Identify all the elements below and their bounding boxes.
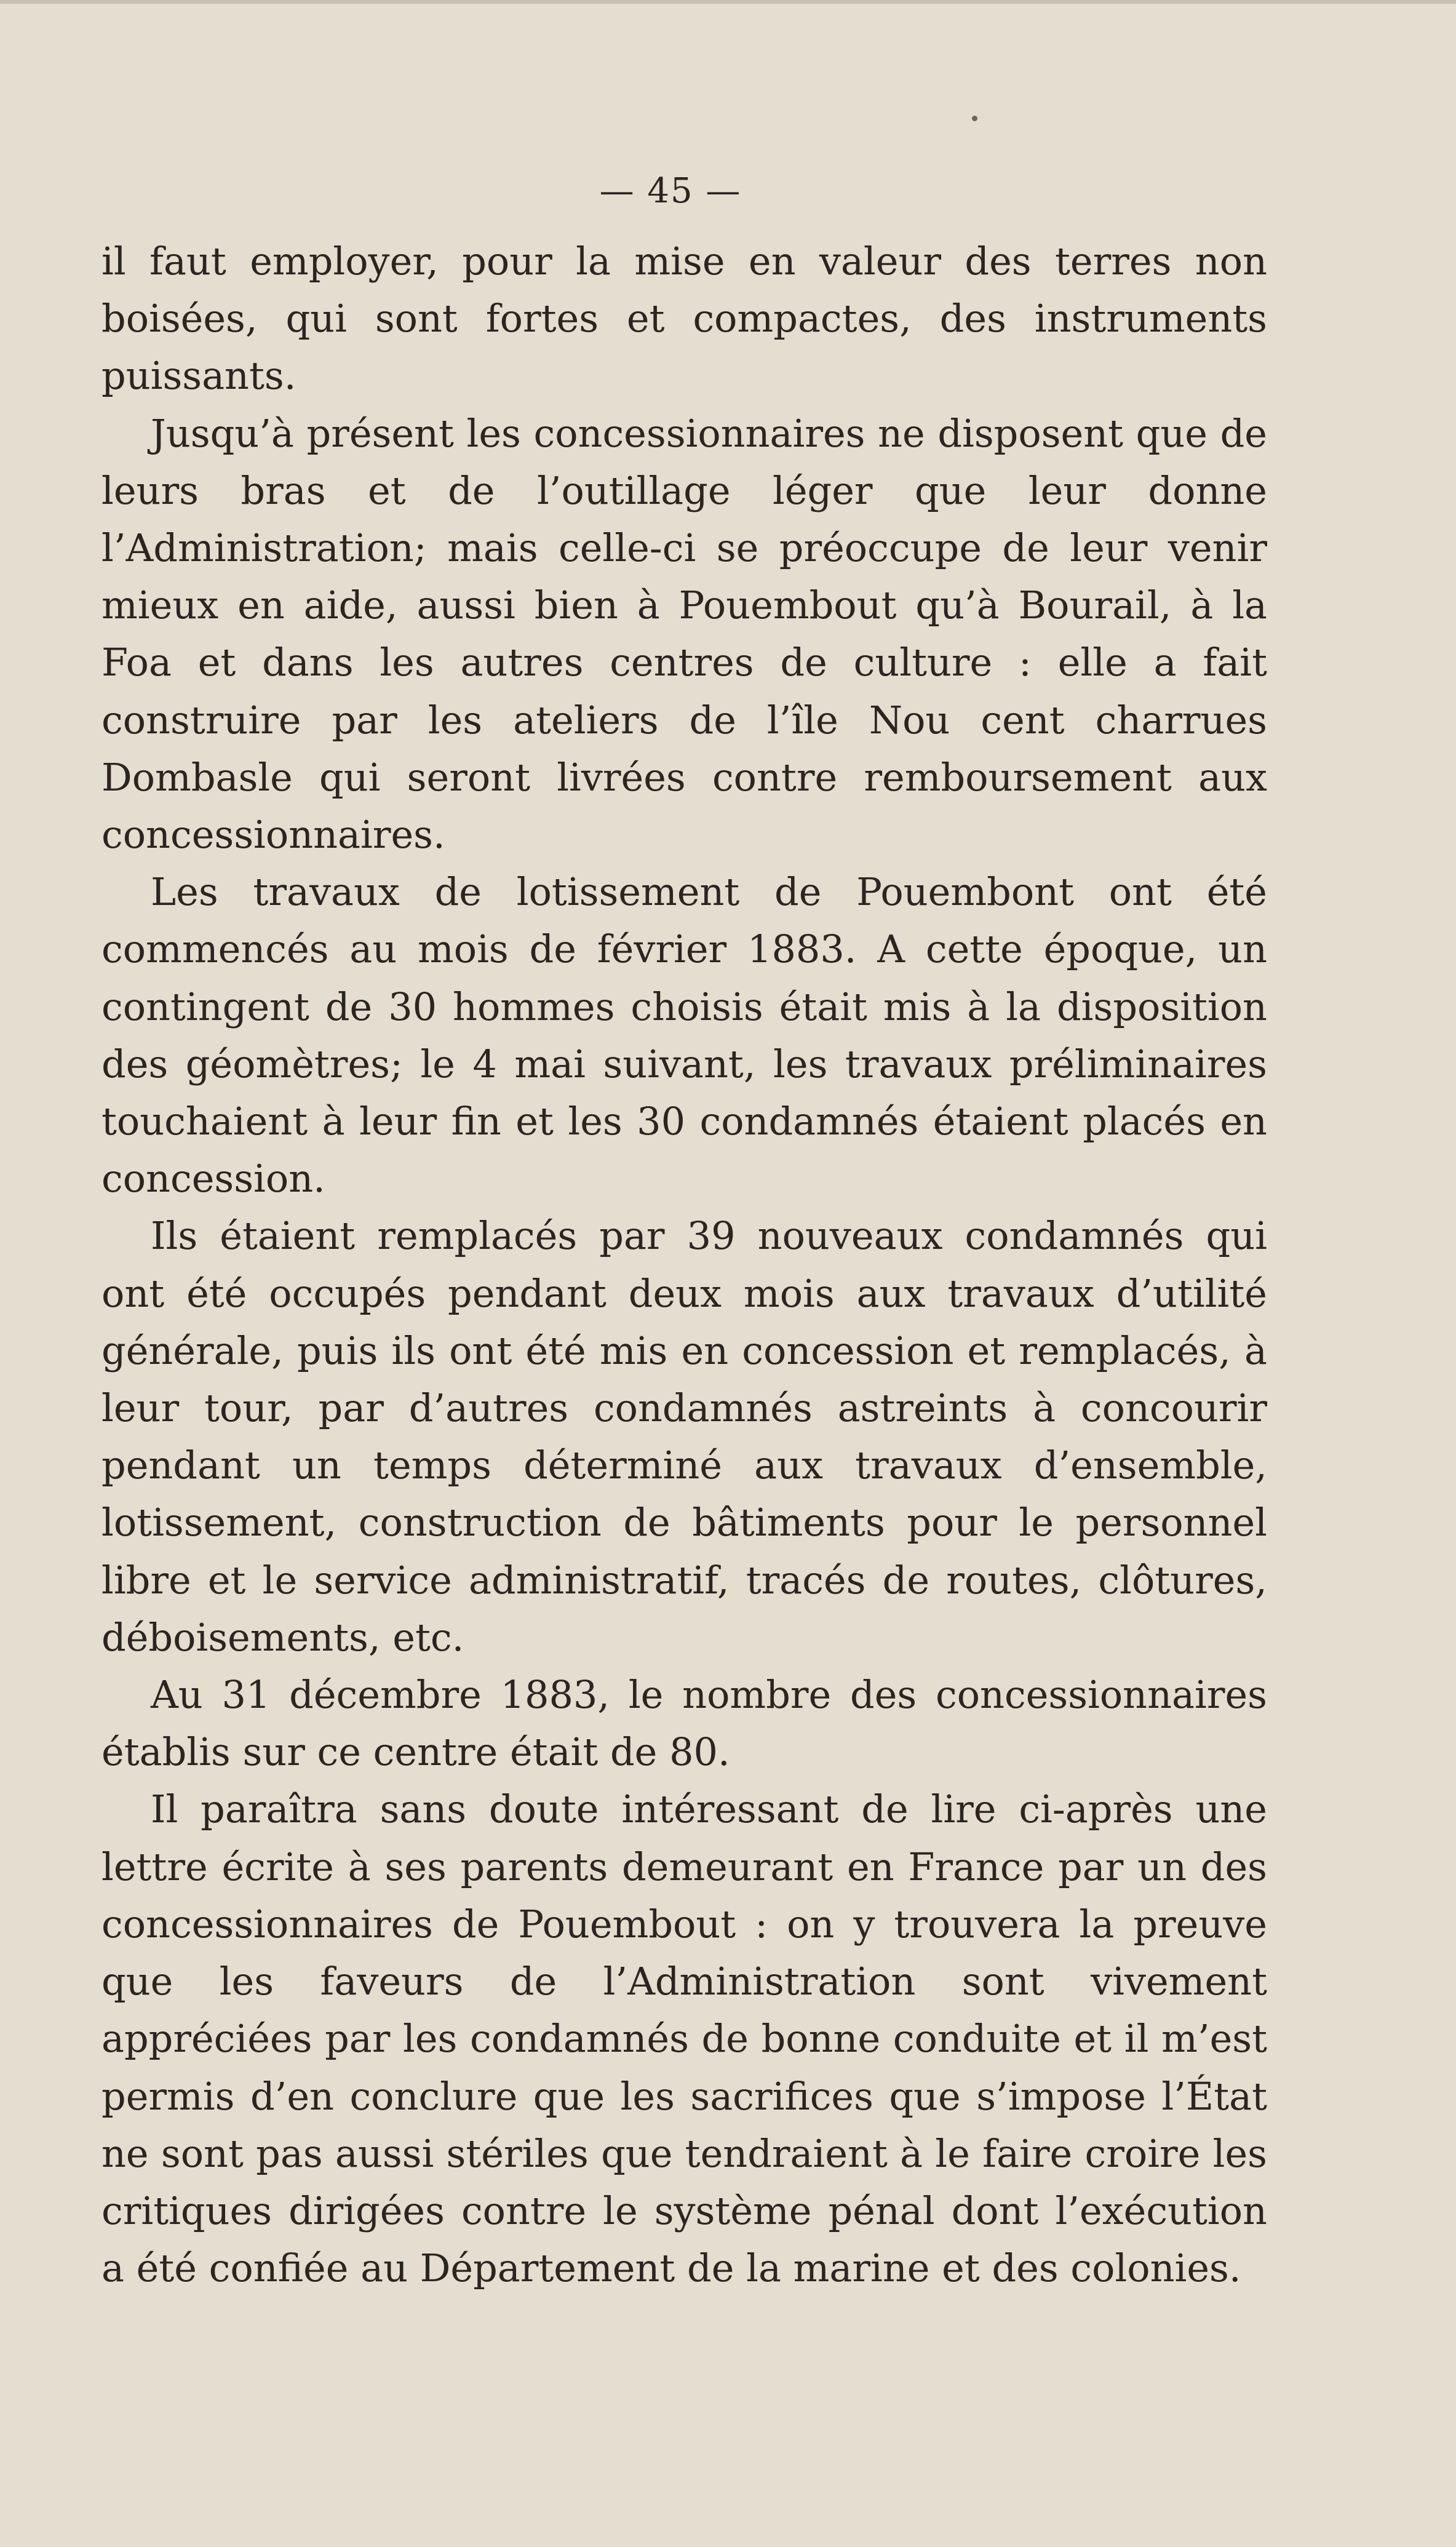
paragraph-3: Les travaux de lotissement de Pouembont ont été commencés au mois de février 1883. A cette époque, un contingent de 30 hommes choisis était mis à la disposition des géomètres; le 4 mai suivant, les travaux préliminaires touchaient à leur fin et les 30 condamnés étaient placés en concession. [101,869,1267,1202]
page-top-edge [0,0,1456,4]
body-text [101,233,1267,2297]
page-number: — 45 — [599,171,742,211]
paragraph-6: Il paraîtra sans doute intéressant de lire ci-après une lettre écrite à ses parents demeurant en France par un des concessionnaires de Pouembout : on y trouvera la preuve que les faveurs de l’Administration sont vivement appréciées par les condamnés de bonne conduite et il m’est permis d’en conclure que les sacrifices que s’impose l’État ne sont pas aussi stériles que tendraient à le faire croire les critiques dirigées contre le système pénal dont l’exécution a été confiée au Département de la marine et des colonies. [101,1787,1267,2291]
paragraph-4: Ils étaient remplacés par 39 nouveaux condamnés qui ont été occupés pendant deux mois aux travaux d’utilité générale, puis ils ont été mis en concession et remplacés, à leur tour, par d’autres condamnés astreints à concourir pendant un temps déterminé aux travaux d’ensemble, lotissement, construction de bâtiments pour le personnel libre et le service administratif, tracés de routes, clôtures, déboisements, etc. [101,1213,1267,1660]
paragraph-5: Au 31 décembre 1883, le nombre des concessionnaires établis sur ce centre était de 80. [101,1672,1267,1775]
paragraph-2: Jusqu’à présent les concessionnaires ne disposent que de leurs bras et de l’outillage léger que leur donne l’Administration; mais celle-ci se préoccupe de leur venir mieux en aide, aussi bien à Pouembout qu’à Bourail, à la Foa et dans les autres centres de culture : elle a fait construire par les ateliers de l’île Nou cent charrues Dombasle qui seront livrées contre remboursement aux concessionnaires. [101,410,1267,858]
paper-speck [972,116,977,121]
paragraph-1: il faut employer, pour la mise en valeur des terres non boisées, qui sont fortes et compactes, des instruments puissants. [101,239,1267,399]
